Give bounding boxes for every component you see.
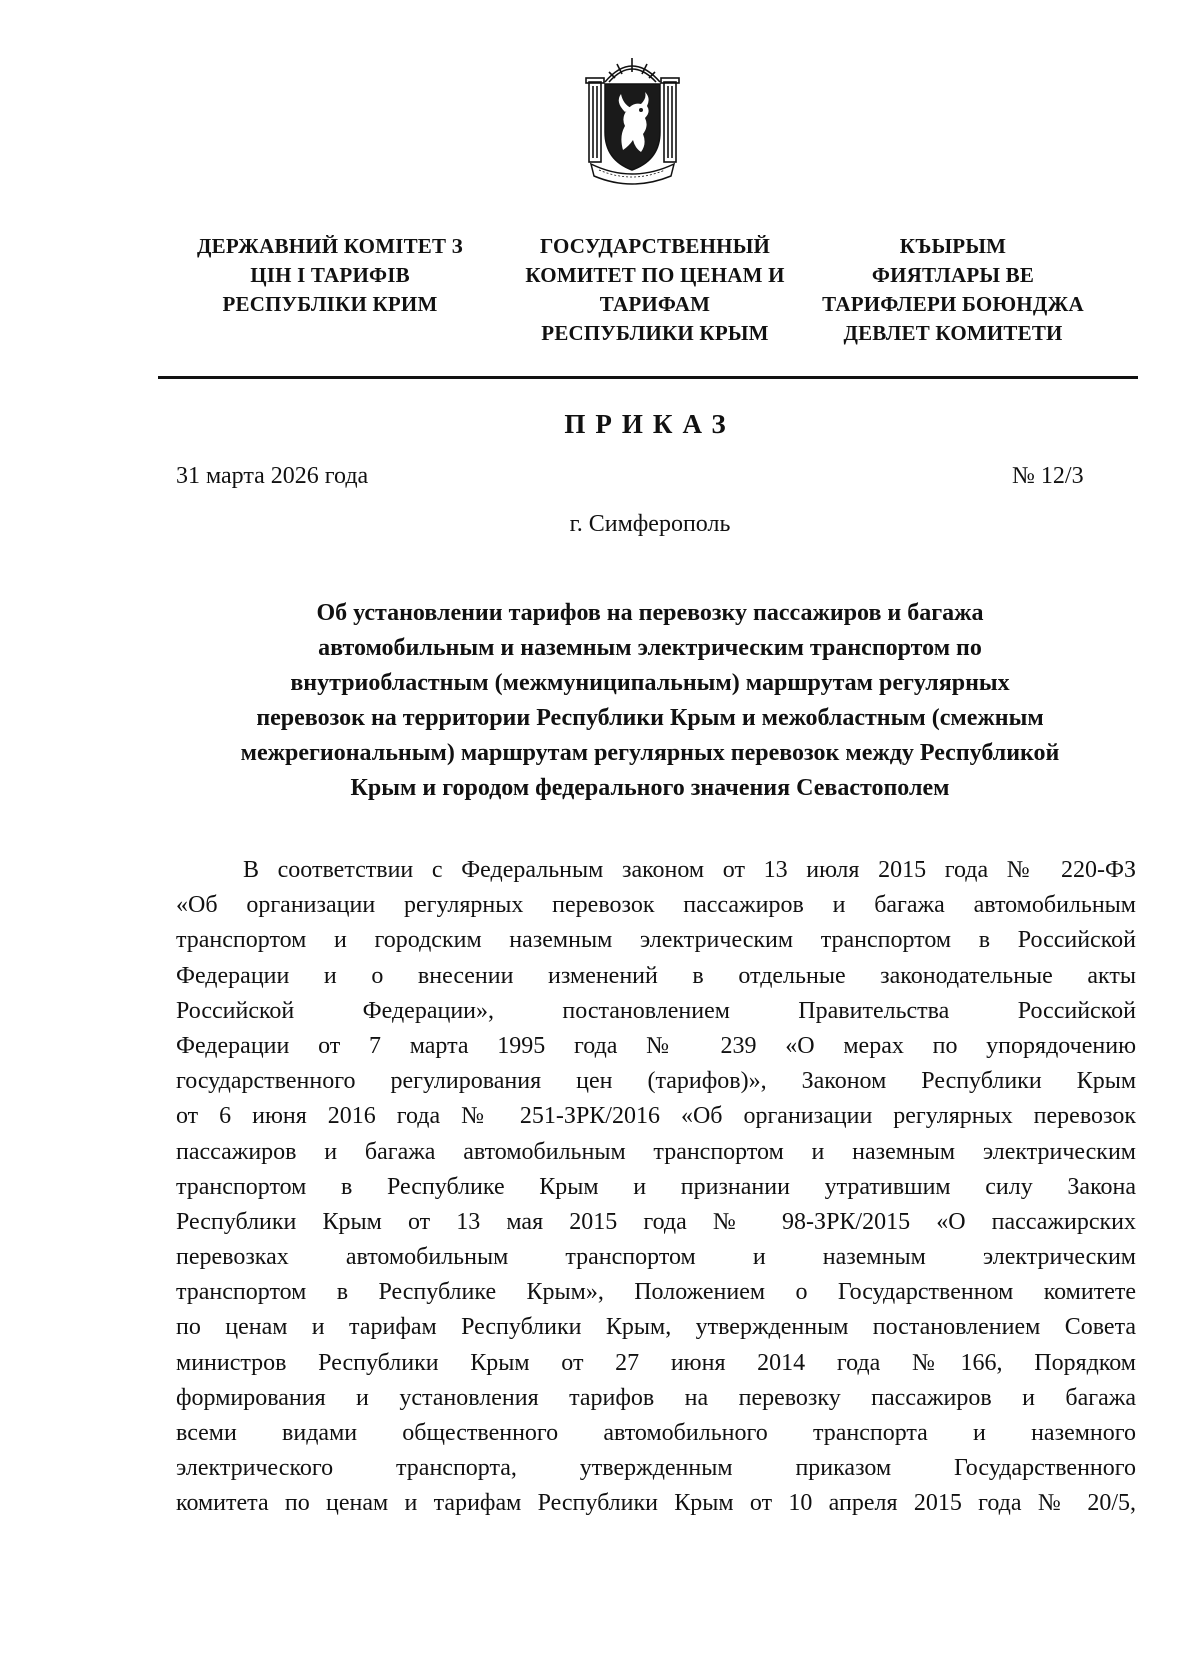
subject-line: Крым и городом федерального значения Севастополем [350, 775, 950, 801]
body-line: формирования и установления тарифов на перевозку пассажиров и багажа [176, 1384, 1136, 1411]
body-line: государственного регулирования цен (тарифов)», Законом Республики Крым [176, 1068, 1136, 1095]
header-ukrainian [185, 232, 475, 319]
document-subject [160, 596, 1140, 806]
body-line: по ценам и тарифам Республики Крым, утвержденным постановлением Совета [176, 1314, 1136, 1341]
header-line: КЪЫРЫМ [899, 234, 1007, 258]
body-line: Российской Федерации», постановлением Правительства Российской [176, 997, 1136, 1024]
document-type-title: ПРИКАЗ [564, 409, 736, 439]
header-line: ТАРИФАМ [599, 292, 711, 316]
document-date: 31 марта 2026 года [176, 463, 369, 489]
body-line: В соответствии с Федеральным законом от 13 июля 2015 года № 220-ФЗ [243, 857, 1136, 883]
body-line: транспортом в Республике Крым», Положением о Государственном комитете [176, 1279, 1136, 1306]
body-line: транспортом в Республике Крым и признании утратившим силу Закона [176, 1173, 1136, 1200]
body-line: электрического транспорта, утвержденным приказом Государственного [176, 1455, 1136, 1482]
header-line: ЦІН І ТАРИФІВ [250, 263, 410, 287]
subject-line: перевозок на территории Республики Крым и межобластным (смежным [256, 705, 1044, 731]
header-crimean-tatar [818, 232, 1088, 348]
body-line: «Об организации регулярных перевозок пассажиров и багажа автомобильным [176, 892, 1136, 919]
body-line: транспортом и городским наземным электрическим транспортом в Российской [176, 927, 1136, 954]
header-divider [158, 376, 1138, 379]
document-city: г. Симферополь [569, 511, 731, 537]
body-line: Федерации от 7 марта 1995 года № 239 «О мерах по упорядочению [176, 1032, 1136, 1059]
subject-line: автомобильным и наземным электрическим транспортом по [318, 635, 982, 661]
body-line: Республики Крым от 13 мая 2015 года № 98-ЗРК/2015 «О пассажирских [176, 1208, 1136, 1235]
header-line: РЕСПУБЛІКИ КРИМ [222, 292, 438, 316]
body-line: от 6 июня 2016 года № 251-ЗРК/2016 «Об организации регулярных перевозок [176, 1103, 1136, 1130]
body-line: комитета по ценам и тарифам Республики Крым от 10 апреля 2015 года № 20/5, [176, 1490, 1136, 1517]
body-line: всеми видами общественного автомобильного транспорта и наземного [176, 1420, 1136, 1446]
header-line: ГОСУДАРСТВЕННЫЙ [539, 234, 771, 258]
body-line: Федерации и о внесении изменений в отдельные законодательные акты [176, 962, 1136, 989]
subject-line: Об установлении тарифов на перевозку пассажиров и багажа [316, 600, 984, 626]
body-line: перевозках автомобильным транспортом и наземным электрическим [176, 1244, 1136, 1271]
coat-of-arms-emblem [585, 52, 680, 192]
header-line: КОМИТЕТ ПО ЦЕНАМ И [525, 263, 785, 287]
body-line: министров Республики Крым от 27 июня 2014 года №166, Порядком [176, 1349, 1136, 1376]
document-body [176, 853, 1136, 1522]
header-russian [515, 232, 795, 348]
subject-line: внутриобластным (межмуниципальным) маршрутам регулярных [290, 670, 1010, 696]
header-line: ДЕРЖАВНИЙ КОМІТЕТ З [197, 234, 463, 258]
header-line: ФИЯТЛАРЫ ВЕ [871, 263, 1035, 287]
header-line: ТАРИФЛЕРИ БОЮНДЖА [822, 292, 1084, 316]
body-line: пассажиров и багажа автомобильным транспортом и наземным электрическим [176, 1138, 1136, 1165]
header-line: ДЕВЛЕТ КОМИТЕТИ [843, 321, 1063, 345]
subject-line: межрегиональным) маршрутам регулярных перевозок между Республикой [240, 740, 1060, 766]
header-line: РЕСПУБЛИКИ КРЫМ [541, 321, 769, 345]
document-number: № 12/3 [1012, 463, 1084, 489]
